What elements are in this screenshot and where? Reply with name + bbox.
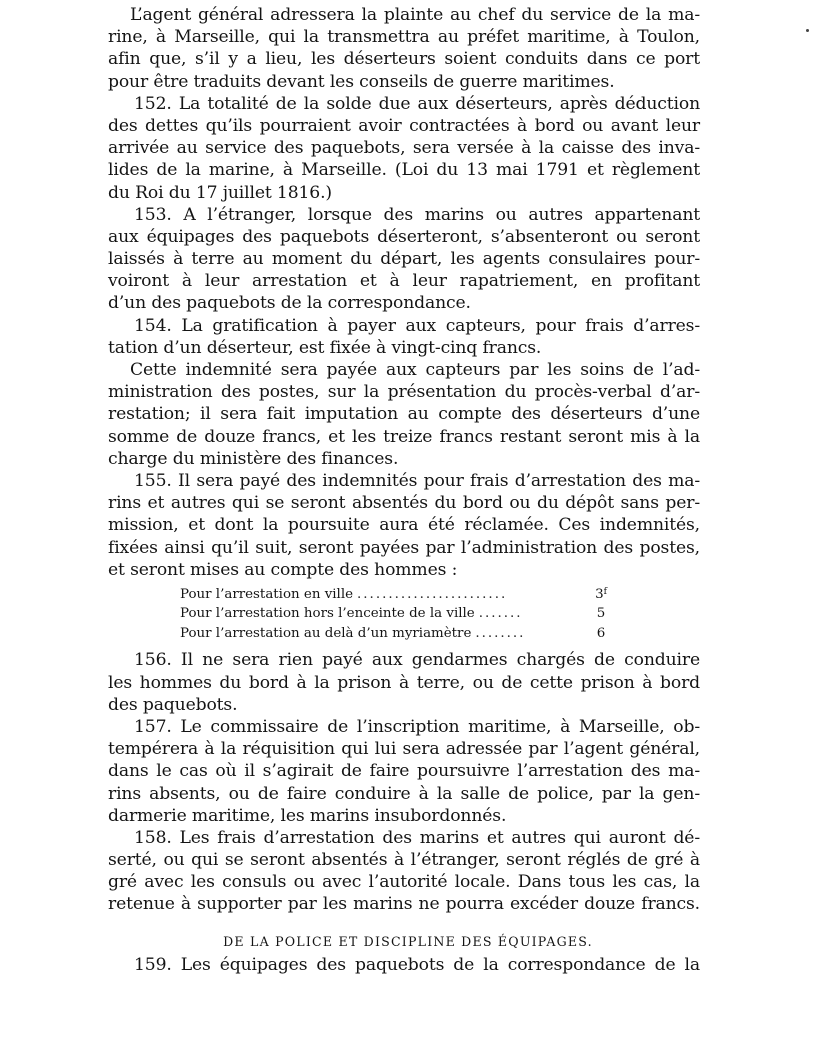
text-line: L’agent général adressera la plainte au chef du service de la ma- [130,5,700,25]
text-line: 157. Le commissaire de l’inscription maritime, à Marseille, ob- [134,716,700,737]
text-line: rins absents, ou de faire conduire à la salle de police, par la gen- [108,783,700,804]
fee-amount: 3 [595,586,604,602]
fees-table-row [180,585,615,605]
paragraph-157 [108,716,700,827]
text-line: mission, et dont la poursuite aura été réclamée. Ces indemnités, [108,515,700,536]
text-line: somme de douze francs, et les treize francs restant seront mis à la [108,426,700,447]
leader-dots: ........ [475,625,526,641]
text-line: des dettes qu’ils pourraient avoir contractées à bord ou avant leur [108,115,700,136]
text-line: fixées ainsi qu’il suit, seront payées par l’administration des postes, [108,537,700,558]
text-line: tempérera à la réquisition qui lui sera adressée par l’agent général, [108,739,700,760]
text-line: lides de la marine, à Marseille. (Loi du 13 mai 1791 et règlement [108,160,700,181]
text-line: 154. La gratification à payer aux capteurs, pour frais d’arres- [134,315,700,336]
text-line: du Roi du 17 juillet 1816.) [108,182,332,203]
paragraph-152 [108,93,700,204]
text-line: 153. A l’étranger, lorsque des marins ou autres appartenant [134,204,700,225]
paragraph-154 [108,315,700,359]
text-line: rins et autres qui se seront absentés du bord ou du dépôt sans per- [108,493,700,514]
fees-table-row [180,604,615,624]
leader-dots: ....... [478,606,523,622]
text-line: pour être traduits devant les conseils de guerre maritimes. [108,71,615,92]
fees-table-row [180,624,615,644]
section-heading: DE LA POLICE ET DISCIPLINE DES ÉQUIPAGES. [223,933,593,949]
text-line: les hommes du bord à la prison à terre, ou de cette prison à bord [108,672,700,693]
paragraph-153 [108,204,700,315]
fee-value [587,624,615,644]
text-line: arrivée au service des paquebots, sera versée à la caisse des inva- [108,138,700,159]
text-line: afin que, s’il y a lieu, les déserteurs soient conduits dans ce port [108,49,700,70]
text-line: voiront à leur arrestation et à leur rapatriement, en profitant [108,271,700,292]
paragraph-154-continued [108,359,700,470]
leader-dots: ........................ [357,586,508,602]
text-line: charge du ministère des finances. [108,448,399,469]
margin-dot [806,29,809,32]
text-line: darmerie maritime, les marins insubordonnés. [108,805,507,826]
document-page [108,4,700,976]
text-line: des paquebots. [108,694,238,715]
fee-label: Pour l’arrestation en ville [180,586,354,602]
text-line: tation d’un déserteur, est fixée à vingt-cinq francs. [108,337,542,358]
text-line: serté, ou qui se seront absentés à l’étranger, seront réglés de gré à [108,850,700,871]
text-line: d’un des paquebots de la correspondance. [108,293,471,314]
paragraph-156 [108,649,700,716]
paragraph-155 [108,470,700,581]
text-line: 159. Les équipages des paquebots de la correspondance de la [134,954,700,975]
text-line: et seront mises au compte des hommes : [108,559,458,580]
fee-label: Pour l’arrestation au delà d’un myriamètre [180,625,472,641]
paragraph [108,4,700,93]
text-line: retenue à supporter par les marins ne pourra excéder douze francs. [108,894,700,915]
text-line: 156. Il ne sera rien payé aux gendarmes chargés de conduire [134,650,700,671]
fee-value [587,604,615,624]
text-line: ministration des postes, sur la présentation du procès-verbal d’ar- [108,382,700,403]
fee-amount: 5 [596,606,606,622]
fee-unit: f [603,586,607,597]
fee-label: Pour l’arrestation hors l’enceinte de la ville [180,606,475,622]
text-line: Cette indemnité sera payée aux capteurs par les soins de l’ad- [130,360,700,380]
fee-value [587,585,615,605]
fee-amount: 6 [596,625,606,641]
text-line: dans le cas où il s’agirait de faire poursuivre l’arrestation des ma- [108,761,700,782]
fees-table [180,585,615,644]
text-line: laissés à terre au moment du départ, les agents consulaires pour- [108,249,700,270]
text-line: aux équipages des paquebots déserteront, s’absenteront ou seront [108,226,700,247]
text-line: rine, à Marseille, qui la transmettra au préfet maritime, à Toulon, [108,27,700,48]
text-line: restation; il sera fait imputation au compte des déserteurs d’une [108,404,700,425]
text-line: gré avec les consuls ou avec l’autorité locale. Dans tous les cas, la [108,872,700,893]
paragraph-158 [108,827,700,916]
text-line: 155. Il sera payé des indemnités pour frais d’arrestation des ma- [134,470,700,491]
text-line: 158. Les frais d’arrestation des marins et autres qui auront dé- [134,827,700,848]
text-line: 152. La totalité de la solde due aux déserteurs, après déduction [134,93,700,114]
